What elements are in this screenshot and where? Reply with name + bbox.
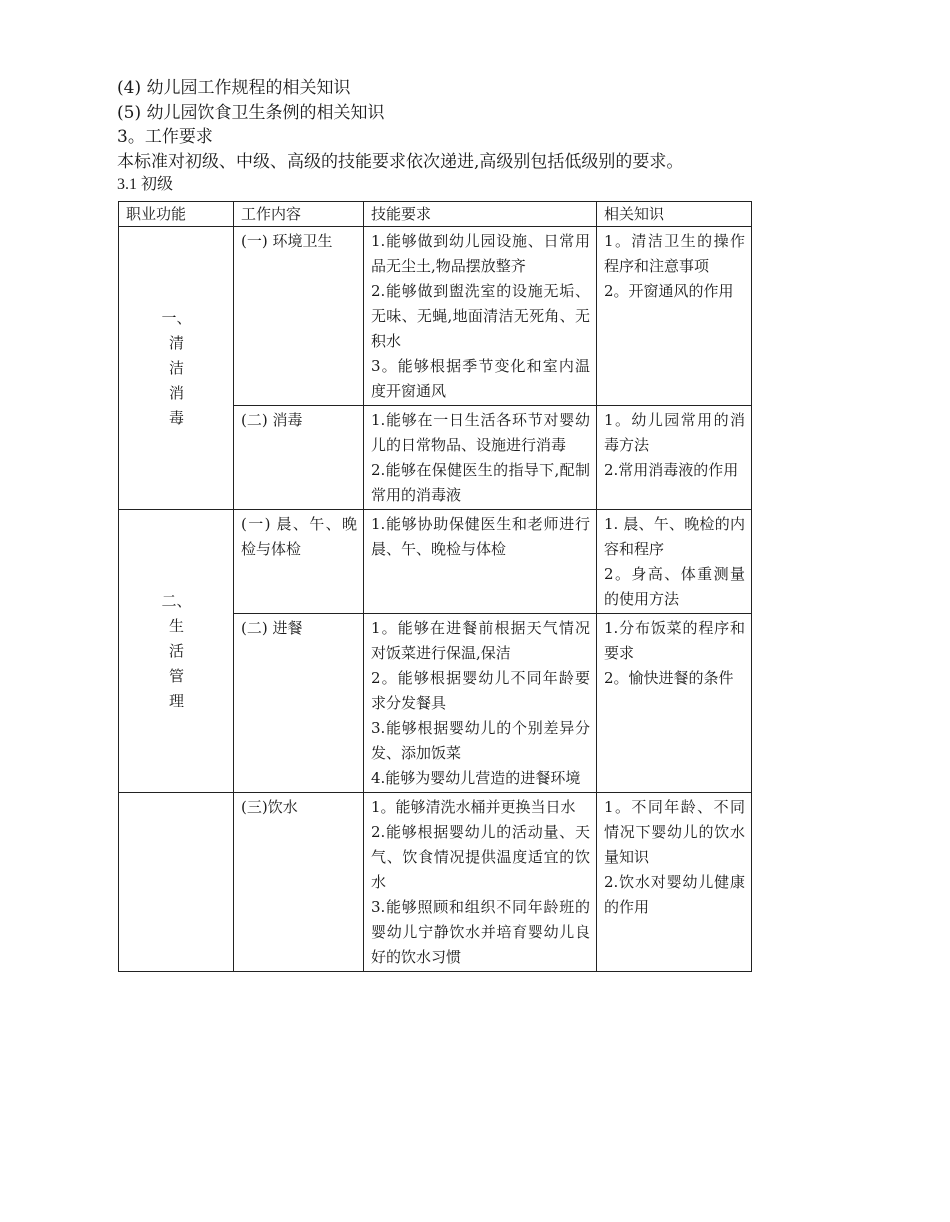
knowledge-cell — [597, 510, 752, 614]
skill-item: 2。能够根据婴幼儿不同年龄要求分发餐具 — [371, 669, 590, 712]
skill-item: 1。能够在进餐前根据天气情况对饭菜进行保温,保洁 — [371, 619, 590, 662]
table-row — [119, 793, 752, 972]
function-char: 洁 — [168, 359, 184, 377]
skills-cell — [364, 793, 597, 972]
knowledge-item: 1。幼儿园常用的消毒方法 — [604, 411, 745, 454]
knowledge-item: 2.饮水对婴幼儿健康的作用 — [604, 873, 745, 916]
content-cell — [234, 793, 364, 972]
table-body — [119, 227, 752, 972]
knowledge-item: 1. 晨、午、晚检的内容和程序 — [604, 515, 745, 558]
knowledge-cell — [597, 227, 752, 406]
skill-item: 1.能够做到幼儿园设施、日常用品无尘土,物品摆放整齐 — [371, 232, 590, 275]
knowledge-item: 2。开窗通风的作用 — [604, 282, 734, 300]
header-skills: 技能要求 — [364, 202, 597, 227]
knowledge-cell — [597, 793, 752, 972]
header-knowledge: 相关知识 — [597, 202, 752, 227]
function-cell — [119, 793, 234, 972]
knowledge-item: 2。愉快进餐的条件 — [604, 669, 734, 687]
function-char: 毒 — [168, 409, 184, 427]
knowledge-item: 1。不同年龄、不同情况下婴幼儿的饮水量知识 — [604, 798, 745, 866]
function-char: 消 — [168, 384, 184, 402]
intro-line-5: (5) 幼儿园饮食卫生条例的相关知识 — [117, 102, 385, 123]
knowledge-cell — [597, 614, 752, 793]
function-label — [161, 589, 191, 714]
function-char: 管 — [168, 667, 184, 685]
skill-item: 1.能够协助保健医生和老师进行晨、午、晚检与体检 — [371, 515, 590, 558]
content-label: (三)饮水 — [241, 798, 298, 816]
knowledge-item: 2.常用消毒液的作用 — [604, 461, 739, 479]
function-char: 生 — [168, 617, 184, 635]
skill-item: 1.能够在一日生活各环节对婴幼儿的日常物品、设施进行消毒 — [371, 411, 590, 454]
table-row — [119, 510, 752, 614]
header-function: 职业功能 — [119, 202, 234, 227]
knowledge-item: 1.分布饭菜的程序和要求 — [604, 619, 745, 662]
knowledge-item: 1。清洁卫生的操作程序和注意事项 — [604, 232, 745, 275]
section-label-primary: 3.1 初级 — [117, 176, 174, 193]
content-label: (二) 消毒 — [241, 411, 303, 429]
skills-cell — [364, 614, 597, 793]
content-cell — [234, 406, 364, 510]
skill-item: 1。能够清洗水桶并更换当日水 — [371, 798, 576, 816]
function-char: 清 — [168, 334, 184, 352]
knowledge-item: 2。身高、体重测量的使用方法 — [604, 565, 745, 608]
intro-block — [117, 76, 937, 195]
header-content: 工作内容 — [234, 202, 364, 227]
content-cell — [234, 614, 364, 793]
function-char: 一、 — [161, 309, 192, 327]
function-char: 二、 — [161, 592, 192, 610]
skill-item: 3。能够根据季节变化和室内温度开窗通风 — [371, 357, 590, 400]
table-row — [119, 227, 752, 406]
function-label — [161, 306, 191, 431]
function-cell — [119, 227, 234, 510]
skills-table — [118, 201, 752, 972]
skill-item: 4.能够为婴幼儿营造的进餐环境 — [371, 769, 581, 787]
function-char: 理 — [168, 692, 184, 710]
content-label: (二) 进餐 — [241, 619, 303, 637]
knowledge-cell — [597, 406, 752, 510]
content-cell — [234, 510, 364, 614]
skills-cell — [364, 227, 597, 406]
skill-item: 3.能够根据婴幼儿的个别差异分发、添加饭菜 — [371, 719, 590, 762]
intro-line-4: (4) 幼儿园工作规程的相关知识 — [117, 78, 351, 98]
standard-description: 本标准对初级、中级、高级的技能要求依次递进,高级别包括低级别的要求。 — [117, 151, 684, 172]
function-cell — [119, 510, 234, 793]
function-char: 活 — [168, 642, 184, 660]
skills-cell — [364, 406, 597, 510]
skill-item: 2.能够在保健医生的指导下,配制常用的消毒液 — [371, 461, 590, 504]
content-cell — [234, 227, 364, 406]
skill-item: 3.能够照顾和组织不同年龄班的婴幼儿宁静饮水并培育婴幼儿良好的饮水习惯 — [371, 898, 590, 966]
work-requirements-heading: 3。工作要求 — [117, 127, 213, 147]
content-label: (一) 晨、午、晚检与体检 — [241, 515, 357, 558]
skills-cell — [364, 510, 597, 614]
content-label: (一) 环境卫生 — [241, 232, 333, 250]
skill-item: 2.能够做到盥洗室的设施无垢、无味、无蝇,地面清洁无死角、无积水 — [371, 282, 590, 350]
skill-item: 2.能够根据婴幼儿的活动量、天气、饮食情况提供温度适宜的饮水 — [371, 823, 590, 891]
table-header-row — [119, 202, 752, 227]
